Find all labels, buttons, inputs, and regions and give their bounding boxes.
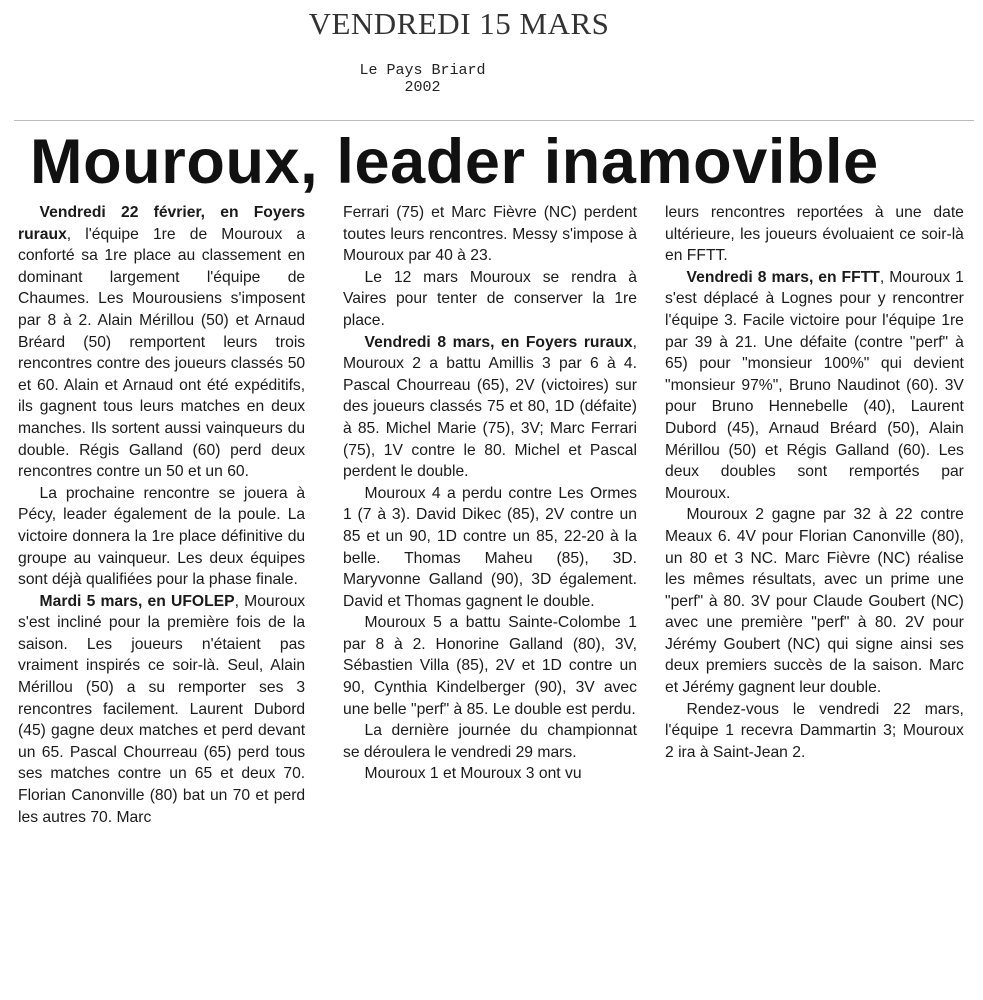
paragraph-text: , Mouroux 1 s'est déplacé à Lognes pour y rencontrer l'équipe 3. Facile victoire pour l'équipe 1re par 39 à 21. Une défaite (contre "perf" à 65) pour "monsieur 100%" qui devient "monsieur 97%", Bruno Naudinot (60). 3V pour Bruno Hennebelle (40), Laurent Dubord (45), Arnaud Bréard (50), Alain Mérillou (50) et Régis Galland (60). Les deux doubles sont remportés par Mouroux. — [665, 268, 964, 502]
newspaper-year: 2002 — [404, 79, 441, 96]
article-column-2 — [343, 202, 637, 992]
article-paragraph — [18, 483, 305, 591]
header-divider — [14, 120, 974, 121]
paragraph-text: , l'équipe 1re de Mouroux a conforté sa 1re place au classement en dominant largement l'équipe de Chaumes. Les Mourousiens s'imposent par 8 à 2. Alain Mérillou (50) et Arnaud Bréard (50) remportent leurs trois rencontres contre des joueurs classés 50 et 60. Alain et Arnaud ont été expéditifs, ils gagnent tous leurs matches en deux manches. Ils sortent aussi vainqueurs du double. Régis Galland (60) perd deux rencontres contre un 50 et un 60. — [18, 225, 306, 481]
newspaper-source — [0, 62, 845, 96]
article-headline: Mouroux, leader inamovible — [30, 127, 879, 197]
paragraph-text: , Mouroux 2 a battu Amillis 3 par 6 à 4. Pascal Chourreau (65), 2V (victoires) sur des joueurs classés 75 et 80, 1D (défaite) à 85. Michel Marie (75), 3V; Marc Ferrari (75), 1V contre le 80. Michel et Pascal perdent le double. — [343, 333, 637, 481]
paragraph-text: La prochaine rencontre se jouera à Pécy, leader également de la poule. La victoire donnera la 1re place définitive du groupe au vainqueur. Les deux équipes sont déjà qualifiées pour la phase finale. — [18, 484, 306, 589]
article-paragraph — [343, 483, 637, 613]
paragraph-text: Mouroux 4 a perdu contre Les Ormes 1 (7 à 3). David Dikec (85), 2V contre un 85 et un 90, 1D contre un 85, 22-20 à la belle. Thomas Maheu (85), 3D. Maryvonne Galland (90), 3D également. David et Thomas gagnent le double. — [343, 484, 637, 610]
paragraph-lead: Vendredi 22 février, en Foyers ruraux — [18, 204, 306, 243]
article-paragraph — [343, 720, 637, 763]
paragraph-text: Ferrari (75) et Marc Fièvre (NC) perdent toutes leurs rencontres. Messy s'impose à Mouroux par 40 à 23. — [343, 204, 637, 265]
article-paragraph — [18, 591, 305, 829]
article-column-3 — [665, 202, 964, 992]
paragraph-text: leurs rencontres reportées à une date ultérieure, les joueurs évoluaient ce soir-là en FFTT. — [665, 204, 964, 265]
article-paragraph — [343, 202, 637, 267]
article-paragraph — [343, 332, 637, 483]
article-paragraph — [665, 202, 964, 267]
paragraph-lead: Vendredi 8 mars, en FFTT — [686, 268, 880, 286]
article-paragraph — [665, 699, 964, 764]
article-paragraph — [665, 267, 964, 505]
article-paragraph — [18, 202, 305, 483]
article-paragraph — [343, 612, 637, 720]
article-paragraph — [343, 267, 637, 332]
issue-date: VENDREDI 15 MARS — [308, 6, 610, 41]
paragraph-text: La dernière journée du championnat se déroulera le vendredi 29 mars. — [343, 722, 637, 761]
paragraph-text: , Mouroux s'est incliné pour la première fois de la saison. Les joueurs n'étaient pas vraiment inspirés ce soir-là. Seul, Alain Mérillou (50) a su remporter ses 3 rencontres facilement. Laurent Dubord (45) gagne deux matches et perd devant un 65. Pascal Chourreau (65) perd tous ses matches contre un 65 et deux 70. Florian Canonville (80) bat un 70 et perd les autres 70. Marc — [18, 592, 306, 826]
paragraph-text: Mouroux 2 gagne par 32 à 22 contre Meaux 6. 4V pour Florian Canonville (80), un 80 et 3 NC. Marc Fièvre (NC) réalise les mêmes résultats, avec un prime une "perf" à 80. 3V pour Claude Goubert (NC) avec une première "perf" à 80. 2V pour Jérémy Goubert (NC) qui signe ainsi ses deux premiers succès de la saison. Marc et Jérémy gagnent leur double. — [665, 506, 964, 697]
newspaper-name: Le Pays Briard — [359, 62, 486, 79]
article-paragraph — [665, 504, 964, 698]
paragraph-text: Rendez-vous le vendredi 22 mars, l'équipe 1 recevra Dammartin 3; Mouroux 2 ira à Saint-Jean 2. — [665, 700, 964, 761]
paragraph-lead: Vendredi 8 mars, en Foyers ruraux — [364, 333, 633, 351]
paragraph-text: Mouroux 5 a battu Sainte-Colombe 1 par 8 à 2. Honorine Galland (80), 3V, Sébastien Villa (85), 2V et 1D contre un 90, Cynthia Kindelberger (90), 3V avec une belle "perf" à 85. Le double est perdu. — [343, 614, 637, 718]
paragraph-text: Le 12 mars Mouroux se rendra à Vaires pour tenter de conserver la 1re place. — [343, 268, 637, 329]
paragraph-lead: Mardi 5 mars, en UFOLEP — [39, 592, 235, 610]
paragraph-text: Mouroux 1 et Mouroux 3 ont vu — [364, 765, 582, 783]
article-column-1 — [18, 202, 305, 992]
article-paragraph — [343, 763, 637, 785]
